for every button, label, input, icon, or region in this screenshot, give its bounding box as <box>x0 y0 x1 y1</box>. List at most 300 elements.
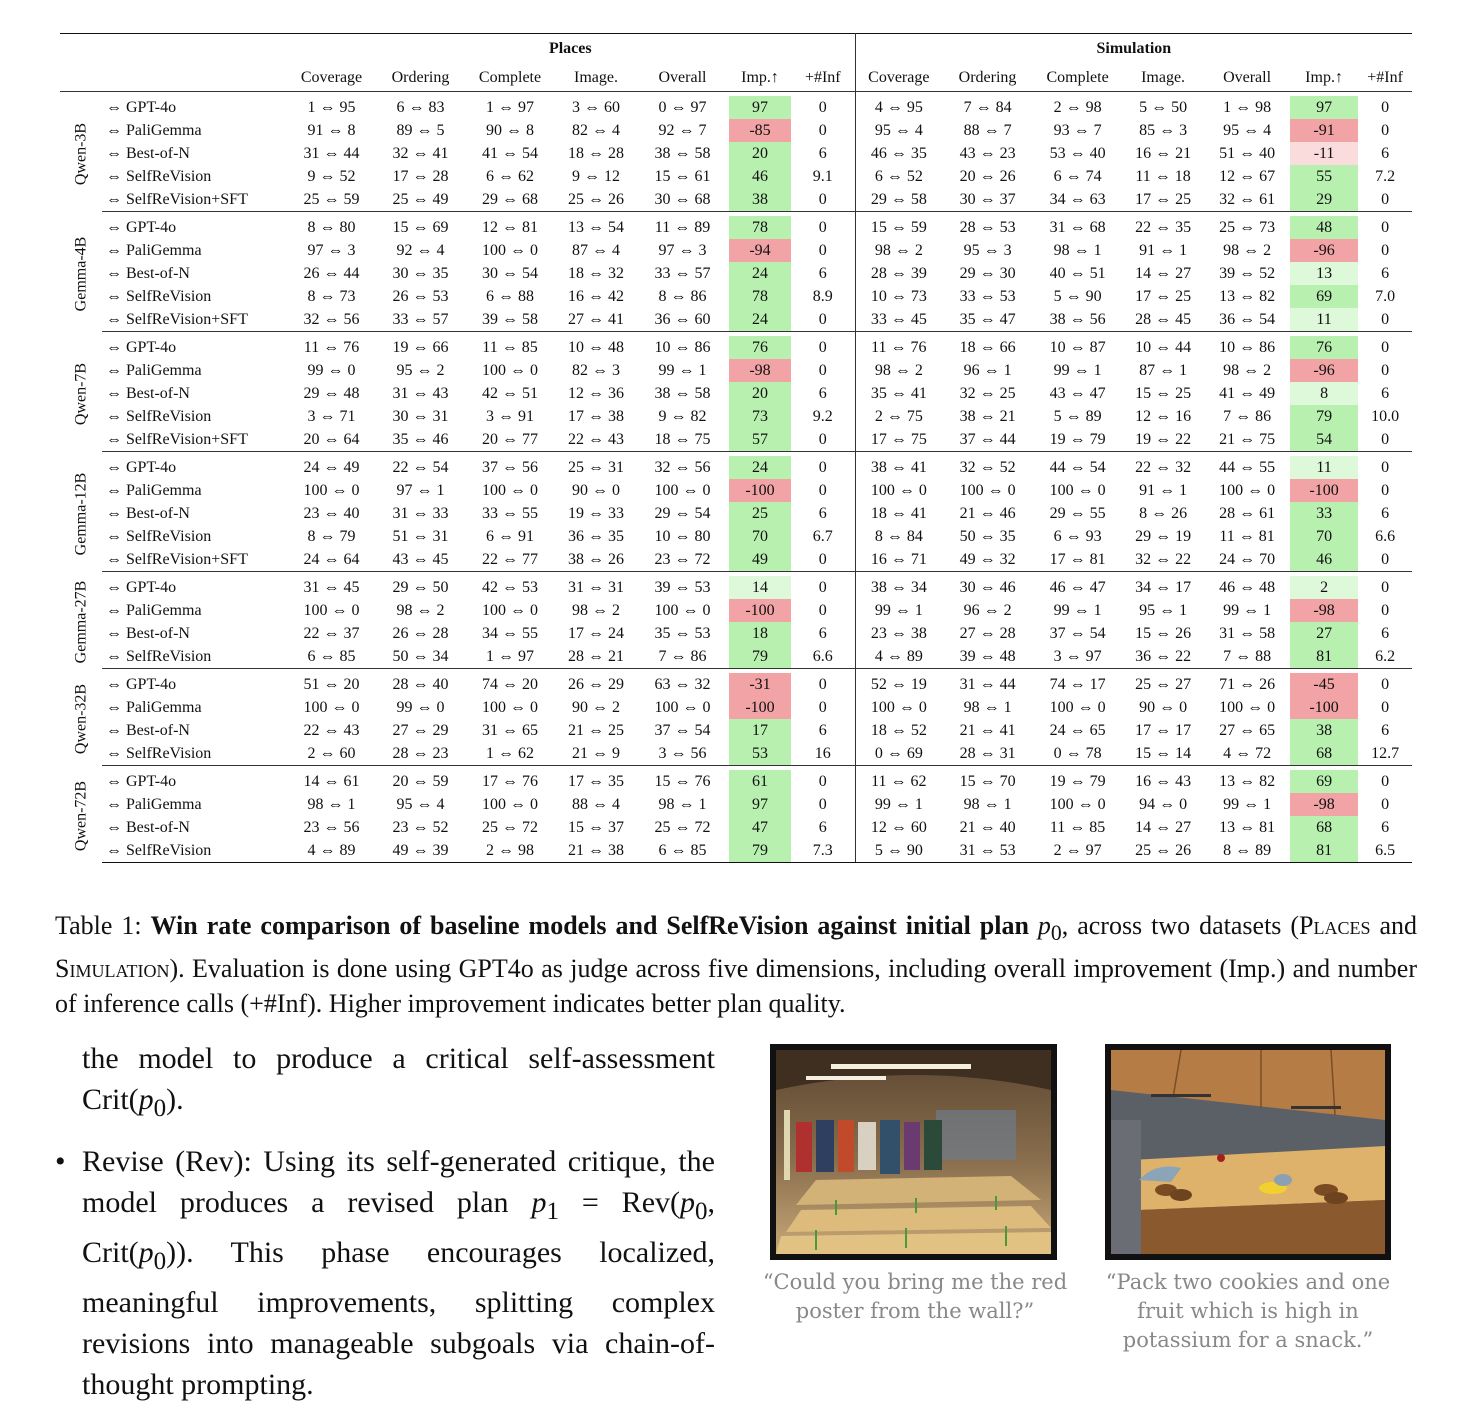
value-cell: 19 ⇔ 79 <box>1033 428 1122 452</box>
improvement-cell: 78 <box>729 216 791 239</box>
simulation-scene-image <box>1105 1044 1391 1260</box>
value-cell: 0 <box>1381 699 1390 716</box>
value-cell: 82 ⇔ 3 <box>572 362 620 379</box>
results-table <box>60 33 1412 863</box>
value-cell: 13 ⇔ 81 <box>1219 819 1276 836</box>
value-cell: 91 ⇔ 1 <box>1139 482 1188 499</box>
value-cell: 38 ⇔ 58 <box>654 385 711 402</box>
improvement-cell: 76 <box>1290 336 1358 359</box>
method-cell: ⇔ SelfReVision <box>106 408 212 425</box>
value-cell: 28 ⇔ 21 <box>556 645 636 669</box>
value-cell: 92 ⇔ 7 <box>658 122 707 139</box>
value-cell: 16 ⇔ 43 <box>1135 773 1192 790</box>
value-cell: 0 <box>1358 188 1412 212</box>
value-cell: 24 ⇔ 64 <box>286 548 377 572</box>
improvement-cell: 20 <box>729 142 791 165</box>
improvement-cell: 48 <box>1290 216 1358 239</box>
value-cell: 98 ⇔ 2 <box>855 239 942 262</box>
method-cell: ⇔ SelfReVision <box>106 528 212 545</box>
value-cell: 6 <box>1381 819 1390 836</box>
value-cell: 44 ⇔ 55 <box>1219 459 1276 476</box>
value-cell: 43 ⇔ 45 <box>377 548 464 572</box>
value-cell: 8 ⇔ 79 <box>307 528 356 545</box>
value-cell: 6 ⇔ 83 <box>396 99 445 116</box>
value-cell: 18 ⇔ 28 <box>568 145 624 162</box>
method-cell: ⇔ Best-of-N <box>106 722 190 739</box>
value-cell: 11 ⇔ 89 <box>654 219 711 236</box>
table-row <box>60 359 1412 382</box>
value-cell: 10 ⇔ 87 <box>1049 339 1106 356</box>
value-cell: 19 ⇔ 22 <box>1122 428 1204 452</box>
column-header: Imp.↑ <box>729 64 791 92</box>
value-cell: 99 ⇔ 0 <box>396 699 445 716</box>
value-cell: 20 ⇔ 77 <box>464 428 556 452</box>
revise-bullet <box>55 1141 715 1405</box>
value-cell: 22 ⇔ 35 <box>1135 219 1192 236</box>
value-cell: 41 ⇔ 54 <box>482 145 538 162</box>
method-cell: ⇔ SelfReVision <box>106 288 212 305</box>
value-cell: 6 <box>818 819 827 836</box>
value-cell: 5 ⇔ 89 <box>1053 408 1102 425</box>
value-cell: 3 ⇔ 71 <box>307 408 356 425</box>
value-cell: 12 ⇔ 16 <box>1135 408 1192 425</box>
value-cell: 14 ⇔ 27 <box>1135 819 1192 836</box>
table-row <box>60 428 1412 452</box>
value-cell: 98 ⇔ 2 <box>1223 242 1272 259</box>
value-cell: 15 ⇔ 69 <box>392 219 449 236</box>
improvement-cell: 2 <box>1290 576 1358 599</box>
value-cell: 9.1 <box>812 168 833 185</box>
improvement-cell: 17 <box>729 719 791 742</box>
method-cell: ⇔ PaliGemma <box>106 796 202 813</box>
value-cell: 39 ⇔ 53 <box>654 579 711 596</box>
improvement-cell: 54 <box>1290 428 1358 452</box>
table-row <box>60 645 1412 669</box>
method-cell: ⇔ Best-of-N <box>106 265 190 282</box>
value-cell: 38 ⇔ 26 <box>556 548 636 572</box>
value-cell: 1 ⇔ 95 <box>307 99 356 116</box>
column-header: Ordering <box>377 64 464 92</box>
improvement-cell: 68 <box>1290 742 1358 766</box>
method-cell: ⇔ SelfReVision+SFT <box>102 548 286 572</box>
value-cell: 21 ⇔ 25 <box>568 722 624 739</box>
value-cell: 29 ⇔ 48 <box>303 385 360 402</box>
value-cell: 27 ⇔ 28 <box>959 625 1016 642</box>
value-cell: 25 ⇔ 59 <box>286 188 377 212</box>
value-cell: 0 <box>818 459 827 476</box>
value-cell: 29 ⇔ 19 <box>1135 528 1192 545</box>
improvement-cell: -98 <box>729 359 791 382</box>
value-cell: 100 ⇔ 0 <box>303 699 360 716</box>
value-cell: 12 ⇔ 67 <box>1219 168 1276 185</box>
improvement-cell: 33 <box>1290 502 1358 525</box>
value-cell: 30 ⇔ 31 <box>392 408 449 425</box>
value-cell: 100 ⇔ 0 <box>855 696 942 719</box>
table-row <box>60 599 1412 622</box>
improvement-cell: 8 <box>1290 382 1358 405</box>
value-cell: 1 ⇔ 97 <box>464 645 556 669</box>
improvement-cell: 11 <box>1290 456 1358 479</box>
value-cell: 28 ⇔ 39 <box>855 262 942 285</box>
value-cell: 38 ⇔ 58 <box>654 145 711 162</box>
simulation-scene-illustration <box>1111 1050 1385 1254</box>
model-label: Qwen-3B <box>72 122 90 185</box>
value-cell: 63 ⇔ 32 <box>654 676 711 693</box>
table-row <box>60 696 1412 719</box>
value-cell: 100 ⇔ 0 <box>303 602 360 619</box>
value-cell: 99 ⇔ 1 <box>1053 602 1102 619</box>
value-cell: 98 ⇔ 2 <box>855 359 942 382</box>
value-cell: 17 ⇔ 24 <box>568 625 624 642</box>
value-cell: 98 ⇔ 1 <box>963 699 1012 716</box>
value-cell: 49 ⇔ 39 <box>377 839 464 863</box>
table-row <box>60 576 1412 599</box>
value-cell: 25 ⇔ 26 <box>556 188 636 212</box>
group-header-simulation: Simulation <box>855 34 1412 65</box>
value-cell: 32 ⇔ 61 <box>1204 188 1290 212</box>
method-cell: ⇔ PaliGemma <box>106 602 202 619</box>
value-cell: 0 <box>818 242 827 259</box>
value-cell: 96 ⇔ 1 <box>963 362 1012 379</box>
value-cell: 98 ⇔ 2 <box>396 602 445 619</box>
value-cell: 25 ⇔ 49 <box>377 188 464 212</box>
value-cell: 16 <box>791 742 855 766</box>
column-header: +#Inf <box>791 64 855 92</box>
value-cell: 22 ⇔ 77 <box>464 548 556 572</box>
simulation-figure-caption: “Pack two cookies and one fruit which is high in potassium for a snack.” <box>1105 1270 1391 1352</box>
var-p: p <box>531 1186 547 1219</box>
table-row <box>60 96 1412 119</box>
method-cell: ⇔ SelfReVision+SFT <box>102 308 286 332</box>
method-cell: ⇔ PaliGemma <box>106 122 202 139</box>
method-cell: ⇔ GPT-4o <box>106 773 177 790</box>
value-cell: 15 ⇔ 59 <box>855 216 942 239</box>
value-cell: 17 ⇔ 17 <box>1135 722 1192 739</box>
value-cell: 0 <box>818 99 827 116</box>
var-p: p <box>138 1083 154 1116</box>
model-label: Gemma-27B <box>72 580 90 664</box>
table-row <box>60 839 1412 863</box>
value-cell: 44 ⇔ 54 <box>1049 459 1106 476</box>
value-cell: 28 ⇔ 45 <box>1122 308 1204 332</box>
improvement-cell: 49 <box>729 548 791 572</box>
value-cell: 100 ⇔ 0 <box>1219 699 1276 716</box>
method-cell: ⇔ SelfReVision <box>102 839 286 863</box>
value-cell: 20 ⇔ 26 <box>959 168 1016 185</box>
value-cell: 8 ⇔ 86 <box>658 288 707 305</box>
value-cell: 13 ⇔ 82 <box>1219 773 1276 790</box>
value-cell: 0 <box>1381 362 1390 379</box>
value-cell: 91 ⇔ 1 <box>1139 242 1188 259</box>
value-cell: 25 ⇔ 26 <box>1122 839 1204 863</box>
value-cell: 25 ⇔ 72 <box>654 819 711 836</box>
value-cell: 43 ⇔ 47 <box>1049 385 1106 402</box>
value-cell: 8 ⇔ 80 <box>307 219 356 236</box>
value-cell: 16 ⇔ 71 <box>855 548 942 572</box>
places-scene-image <box>770 1044 1057 1260</box>
value-cell: 6 ⇔ 62 <box>486 168 534 185</box>
value-cell: 38 ⇔ 56 <box>1033 308 1122 332</box>
value-cell: 4 ⇔ 95 <box>855 96 942 119</box>
improvement-cell: 76 <box>729 336 791 359</box>
value-cell: 23 ⇔ 56 <box>303 819 360 836</box>
value-cell: 50 ⇔ 35 <box>959 528 1016 545</box>
improvement-cell: 79 <box>729 839 791 863</box>
value-cell: 51 ⇔ 31 <box>392 528 449 545</box>
value-cell: 0 <box>791 428 855 452</box>
value-cell: 27 ⇔ 29 <box>392 722 449 739</box>
method-cell: ⇔ SelfReVision+SFT <box>102 188 286 212</box>
value-cell: 33 ⇔ 45 <box>855 308 942 332</box>
value-cell: 29 ⇔ 58 <box>855 188 942 212</box>
value-cell: 100 ⇔ 0 <box>1049 796 1106 813</box>
value-cell: 13 ⇔ 82 <box>1219 288 1276 305</box>
value-cell: 36 ⇔ 35 <box>568 528 624 545</box>
method-cell: ⇔ GPT-4o <box>106 99 177 116</box>
improvement-cell: 24 <box>729 262 791 285</box>
places-figure-caption: “Could you bring me the red poster from the wall?” <box>762 1270 1068 1323</box>
value-cell: 15 ⇔ 61 <box>654 168 711 185</box>
value-cell: 28 ⇔ 53 <box>959 219 1016 236</box>
caption-rest-b: ). Evaluation is done using GPT4o as judge across five dimensions, including overall improvement (Imp.) and number of inference calls (+#Inf). Higher improvement indicates better plan quality. <box>55 954 1417 1019</box>
value-cell: 0 <box>1381 99 1390 116</box>
improvement-cell: 81 <box>1290 645 1358 669</box>
value-cell: 6 <box>818 625 827 642</box>
value-cell: 99 ⇔ 1 <box>1223 796 1272 813</box>
improvement-cell: 38 <box>1290 719 1358 742</box>
column-header: +#Inf <box>1358 64 1412 92</box>
value-cell: 36 ⇔ 54 <box>1204 308 1290 332</box>
value-cell: 20 ⇔ 59 <box>392 773 449 790</box>
value-cell: 0 <box>791 188 855 212</box>
improvement-cell: 70 <box>729 525 791 548</box>
table-row <box>60 165 1412 188</box>
value-cell: 20 ⇔ 64 <box>286 428 377 452</box>
value-cell: 9 ⇔ 12 <box>572 168 620 185</box>
caption-and: and <box>1370 911 1418 940</box>
value-cell: 0 ⇔ 97 <box>658 99 707 116</box>
value-cell: 0 <box>818 699 827 716</box>
value-cell: 35 ⇔ 53 <box>654 625 711 642</box>
bullet-head: Revise (Rev): <box>82 1145 252 1178</box>
value-cell: 2 ⇔ 75 <box>855 405 942 428</box>
value-cell: 15 ⇔ 25 <box>1135 385 1192 402</box>
value-cell: 100 ⇔ 0 <box>482 796 538 813</box>
value-cell: 74 ⇔ 20 <box>482 676 538 693</box>
value-cell: 6 <box>1381 145 1390 162</box>
value-cell: 31 ⇔ 53 <box>942 839 1033 863</box>
table-row <box>60 119 1412 142</box>
var-p: p <box>680 1186 695 1219</box>
value-cell: 22 ⇔ 43 <box>556 428 636 452</box>
caption-sub: 0 <box>1050 921 1062 946</box>
value-cell: 0 ⇔ 78 <box>1033 742 1122 766</box>
value-cell: 99 ⇔ 1 <box>658 362 707 379</box>
value-cell: 4 ⇔ 89 <box>855 645 942 669</box>
value-cell: 17 ⇔ 25 <box>1135 288 1192 305</box>
bullet-text-c: , Crit( <box>82 1186 715 1269</box>
value-cell: 5 ⇔ 90 <box>855 839 942 863</box>
value-cell: 7 ⇔ 84 <box>963 99 1012 116</box>
value-cell: 30 ⇔ 68 <box>636 188 729 212</box>
bullet-text-b: = Rev( <box>558 1186 680 1219</box>
value-cell: 46 ⇔ 47 <box>1049 579 1106 596</box>
column-header: Coverage <box>855 64 942 92</box>
value-cell: 100 ⇔ 0 <box>1049 699 1106 716</box>
improvement-cell: 97 <box>1290 96 1358 119</box>
method-cell: ⇔ Best-of-N <box>106 819 190 836</box>
value-cell: 12 ⇔ 60 <box>855 816 942 839</box>
bullet-text-a: Using its self-generated critique, the model produces a revised plan <box>82 1145 715 1219</box>
value-cell: 0 <box>818 122 827 139</box>
var-p: p <box>138 1236 154 1269</box>
value-cell: 33 ⇔ 55 <box>482 505 538 522</box>
value-cell: 37 ⇔ 44 <box>942 428 1033 452</box>
value-cell: 37 ⇔ 54 <box>654 722 711 739</box>
value-cell: 21 ⇔ 75 <box>1204 428 1290 452</box>
value-cell: 24 ⇔ 65 <box>1049 722 1106 739</box>
improvement-cell: -100 <box>1290 696 1358 719</box>
value-cell: 24 ⇔ 49 <box>303 459 360 476</box>
value-cell: 85 ⇔ 3 <box>1139 122 1188 139</box>
value-cell: 2 ⇔ 98 <box>464 839 556 863</box>
value-cell: 33 ⇔ 57 <box>377 308 464 332</box>
table-row <box>60 816 1412 839</box>
value-cell: 71 ⇔ 26 <box>1219 676 1276 693</box>
caption-var: p <box>1037 911 1051 940</box>
value-cell: 100 ⇔ 0 <box>482 482 538 499</box>
improvement-cell: 61 <box>729 770 791 793</box>
value-cell: 100 ⇔ 0 <box>482 242 538 259</box>
value-cell: 6 <box>1381 625 1390 642</box>
value-cell: 88 ⇔ 4 <box>572 796 620 813</box>
value-cell: 90 ⇔ 8 <box>486 122 534 139</box>
value-cell: 22 ⇔ 37 <box>303 625 360 642</box>
improvement-cell: -31 <box>729 673 791 696</box>
improvement-cell: -85 <box>729 119 791 142</box>
improvement-cell: 69 <box>1290 770 1358 793</box>
value-cell: 0 <box>818 339 827 356</box>
improvement-cell: 13 <box>1290 262 1358 285</box>
method-cell: ⇔ SelfReVision <box>102 742 286 766</box>
method-cell: ⇔ GPT-4o <box>106 219 177 236</box>
value-cell: 25 ⇔ 27 <box>1135 676 1192 693</box>
model-label: Qwen-32B <box>72 684 90 755</box>
value-cell: 7 ⇔ 86 <box>1223 408 1272 425</box>
method-cell: ⇔ GPT-4o <box>106 339 177 356</box>
value-cell: 27 ⇔ 65 <box>1219 722 1276 739</box>
value-cell: 27 ⇔ 41 <box>556 308 636 332</box>
value-cell: 6 <box>1381 505 1390 522</box>
value-cell: 21 ⇔ 38 <box>556 839 636 863</box>
table-row <box>60 456 1412 479</box>
value-cell: 0 <box>818 482 827 499</box>
value-cell: 31 ⇔ 45 <box>303 579 360 596</box>
value-cell: 34 ⇔ 55 <box>482 625 538 642</box>
value-cell: 90 ⇔ 0 <box>572 482 620 499</box>
value-cell: 0 <box>818 362 827 379</box>
value-cell: 24 ⇔ 70 <box>1204 548 1290 572</box>
value-cell: 8 ⇔ 89 <box>1204 839 1290 863</box>
value-cell: 11 ⇔ 76 <box>303 339 360 356</box>
value-cell: 17 ⇔ 38 <box>568 408 624 425</box>
value-cell: 11 ⇔ 85 <box>1049 819 1106 836</box>
method-cell: ⇔ GPT-4o <box>106 459 177 476</box>
improvement-cell: -98 <box>1290 793 1358 816</box>
column-header: Coverage <box>286 64 377 92</box>
value-cell: 33 ⇔ 57 <box>654 265 711 282</box>
value-cell: 0 <box>1381 459 1390 476</box>
value-cell: 0 <box>1381 773 1390 790</box>
value-cell: 100 ⇔ 0 <box>482 362 538 379</box>
value-cell: 6.6 <box>791 645 855 669</box>
value-cell: 8 ⇔ 73 <box>307 288 356 305</box>
improvement-cell: 78 <box>729 285 791 308</box>
column-header: Complete <box>1033 64 1122 92</box>
table-row <box>60 793 1412 816</box>
improvement-cell: 38 <box>729 188 791 212</box>
column-header: Image. <box>556 64 636 92</box>
value-cell: 53 ⇔ 40 <box>1049 145 1106 162</box>
value-cell: 10 ⇔ 44 <box>1135 339 1192 356</box>
value-cell: 12 ⇔ 81 <box>482 219 538 236</box>
value-cell: 40 ⇔ 51 <box>1049 265 1106 282</box>
value-cell: 9 ⇔ 52 <box>307 168 356 185</box>
improvement-cell: 47 <box>729 816 791 839</box>
value-cell: 11 ⇔ 76 <box>855 336 942 359</box>
value-cell: 18 ⇔ 66 <box>959 339 1016 356</box>
method-cell: ⇔ SelfReVision+SFT <box>102 428 286 452</box>
sub-1: 1 <box>546 1198 559 1225</box>
method-cell: ⇔ GPT-4o <box>106 579 177 596</box>
value-cell: 95 ⇔ 2 <box>396 362 445 379</box>
table-row <box>60 622 1412 645</box>
value-cell: 31 ⇔ 58 <box>1219 625 1276 642</box>
value-cell: 28 ⇔ 31 <box>942 742 1033 766</box>
value-cell: 39 ⇔ 58 <box>464 308 556 332</box>
value-cell: 46 ⇔ 48 <box>1219 579 1276 596</box>
improvement-cell: 68 <box>1290 816 1358 839</box>
value-cell: 97 ⇔ 1 <box>396 482 445 499</box>
value-cell: 23 ⇔ 40 <box>303 505 360 522</box>
value-cell: 94 ⇔ 0 <box>1139 796 1188 813</box>
value-cell: 31 ⇔ 65 <box>482 722 538 739</box>
value-cell: 99 ⇔ 1 <box>1053 362 1102 379</box>
value-cell: 7.3 <box>791 839 855 863</box>
improvement-cell: 53 <box>729 742 791 766</box>
value-cell: 15 ⇔ 26 <box>1135 625 1192 642</box>
value-cell: 31 ⇔ 31 <box>568 579 624 596</box>
value-cell: 49 ⇔ 32 <box>942 548 1033 572</box>
value-cell: 17 ⇔ 35 <box>568 773 624 790</box>
column-header: Ordering <box>942 64 1033 92</box>
value-cell: 10.0 <box>1371 408 1400 425</box>
improvement-cell: 57 <box>729 428 791 452</box>
table-row <box>60 673 1412 696</box>
sub-0: 0 <box>153 1095 167 1122</box>
value-cell: 10 ⇔ 48 <box>568 339 624 356</box>
value-cell: 6 <box>818 145 827 162</box>
value-cell: 25 ⇔ 73 <box>1219 219 1276 236</box>
value-cell: 25 ⇔ 31 <box>568 459 624 476</box>
value-cell: 95 ⇔ 4 <box>855 119 942 142</box>
value-cell: 91 ⇔ 8 <box>307 122 356 139</box>
value-cell: 92 ⇔ 4 <box>396 242 445 259</box>
value-cell: 34 ⇔ 63 <box>1033 188 1122 212</box>
value-cell: 6 ⇔ 85 <box>636 839 729 863</box>
improvement-cell: 20 <box>729 382 791 405</box>
value-cell: 98 ⇔ 2 <box>572 602 620 619</box>
